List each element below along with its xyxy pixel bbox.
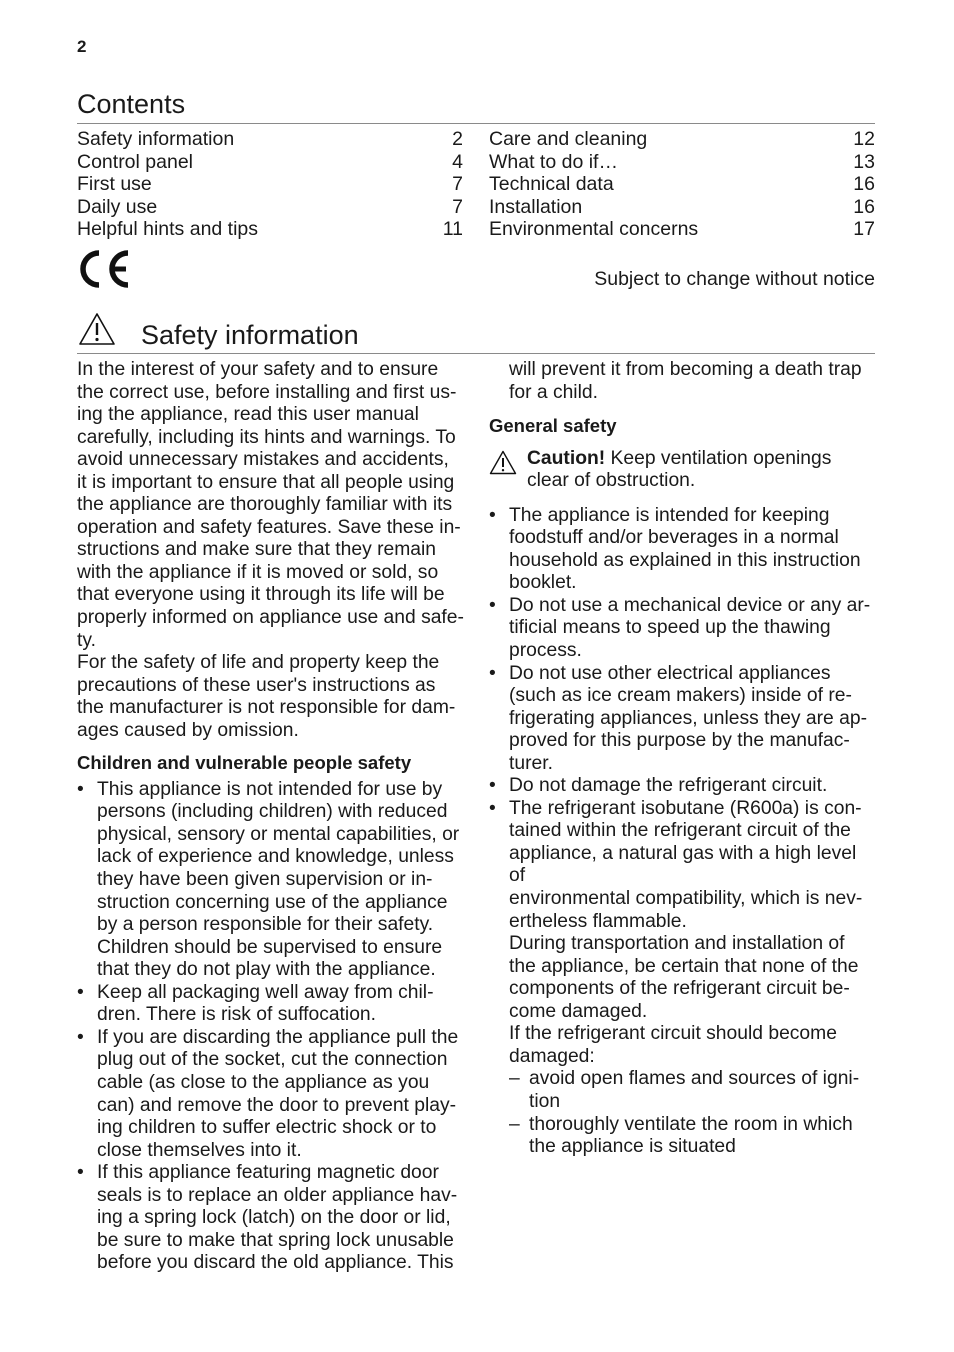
list-item: – avoid open flames and sources of igni- tion (509, 1068, 877, 1113)
toc-entry[interactable] (77, 218, 463, 241)
continued-paragraph: will prevent it from becoming a death trap for a child. (509, 359, 862, 403)
toc-entry[interactable] (489, 218, 875, 241)
contents-right-column (489, 128, 875, 241)
toc-entry[interactable] (489, 151, 875, 174)
general-safety-list (489, 505, 877, 1159)
change-notice: Subject to change without notice (594, 268, 875, 290)
toc-label: First use (77, 173, 152, 196)
transport-paragraph: During transportation and installation of the appliance, be certain that none of the components of the refrigerant circuit be- come damaged. If the refrigerant circuit should become damaged: (509, 933, 859, 1067)
list-item: • This appliance is not intended for use by persons (including children) with reduced physical, sensory or mental capabilities, or lack of experience and knowledge, unless they have been given supervision or in- struction concerning use of the appliance by a person responsible for their safety. Children should be supervised to ensure that they do not play with the appliance. (77, 779, 465, 982)
list-item: • The appliance is intended for keeping foodstuff and/or beverages in a normal household as explained in this instruction booklet. (489, 505, 877, 595)
list-item: • Keep all packaging well away from chil- dren. There is risk of suffocation. (77, 982, 465, 1027)
toc-entry[interactable] (77, 151, 463, 174)
caution-warning-icon (489, 450, 517, 475)
list-item: • The refrigerant isobutane (R600a) is con- tained within the refrigerant circuit of the appliance, a natural gas with a high level of environmental compatibility, which is nev- ertheless flammable. During transportation and installation of the appliance, be certain that none of the components of the refrigerant circuit be- come damaged. If the refrigerant circuit should become damaged: – avoid open flames and sources of igni- tion – thoroughly ventilate the room in which the appliance is situated (489, 798, 877, 1159)
section-divider (77, 353, 875, 354)
toc-label: Safety information (77, 128, 235, 150)
toc-page: 16 (853, 173, 875, 196)
general-safety-heading: General safety (489, 415, 617, 437)
toc-page: 17 (853, 218, 875, 241)
toc-label: Care and cleaning (489, 128, 648, 150)
children-safety-heading: Children and vulnerable people safety (77, 752, 412, 774)
toc-label: Daily use (77, 195, 158, 218)
contents-left-column (77, 128, 463, 241)
list-item: • Do not damage the refrigerant circuit. (489, 775, 877, 798)
toc-label: What to do if… (489, 150, 618, 173)
toc-page: 7 (452, 195, 463, 218)
list-item: – thoroughly ventilate the room in which the appliance is situated (509, 1114, 877, 1159)
contents-title: Contents (77, 89, 186, 119)
list-item: • Do not use a mechanical device or any ar- tificial means to speed up the thawing process. (489, 595, 877, 663)
left-text-column (77, 359, 465, 1275)
children-safety-list (77, 779, 465, 1275)
page-number: 2 (77, 37, 87, 56)
caution-note: Caution! Keep ventilation openings clear of obstruction. (489, 448, 877, 493)
toc-label: Helpful hints and tips (77, 218, 259, 241)
toc-entry[interactable] (77, 173, 463, 196)
ce-mark-icon (77, 250, 131, 288)
list-item: • If you are discarding the appliance pull the plug out of the socket, cut the connection cable (as close to the appliance as you can) and remove the door to prevent play- ing children to suffer electric shock or to close themselves into it. (77, 1027, 465, 1162)
toc-page: 13 (853, 150, 875, 173)
toc-label: Environmental concerns (489, 218, 699, 241)
toc-entry[interactable] (77, 196, 463, 219)
warning-icon (78, 312, 116, 346)
refrigerant-damage-list (509, 1068, 877, 1158)
right-text-column (489, 359, 877, 1159)
toc-page: 11 (442, 218, 463, 241)
toc-page: 7 (452, 173, 463, 196)
intro-paragraph: In the interest of your safety and to ensure the correct use, before installing and first us- ing the appliance, read this user manual carefully, including its hints and warnings. To avoid unnecessary mistakes and accidents, it is important to ensure that all people using the appliance are thoroughly familiar with its operation and safety features. Save these in- structions and make sure that they remain with the appliance if it is moved or sold, so that everyone using it through its life will be properly informed on appliance use and safe- ty. For the safety of life and property keep the precautions of these user's instructions as the manufacturer is not responsible for dam- ages caused by omission. (77, 359, 464, 741)
toc-page: 16 (853, 195, 875, 218)
toc-label: Control panel (77, 150, 193, 173)
toc-page: 12 (853, 128, 875, 150)
toc-page: 2 (452, 128, 463, 150)
list-item: • If this appliance featuring magnetic door seals is to replace an older appliance hav- ing a spring lock (latch) on the door or lid, be sure to make that spring lock unusable before you discard the old appliance. This (77, 1162, 465, 1275)
toc-entry[interactable] (489, 173, 875, 196)
section-title: Safety information (141, 320, 359, 350)
caution-label: Caution! (527, 447, 606, 469)
toc-entry[interactable] (489, 196, 875, 219)
toc-label: Technical data (489, 173, 614, 196)
toc-label: Installation (489, 195, 583, 218)
toc-entry[interactable] (77, 128, 463, 151)
contents-divider (77, 123, 875, 124)
toc-entry[interactable] (489, 128, 875, 151)
list-item: • Do not use other electrical appliances (such as ice cream makers) inside of re- frigerating appliances, unless they are ap- proved for this purpose by the manufac- turer. (489, 663, 877, 776)
toc-page: 4 (452, 150, 463, 173)
